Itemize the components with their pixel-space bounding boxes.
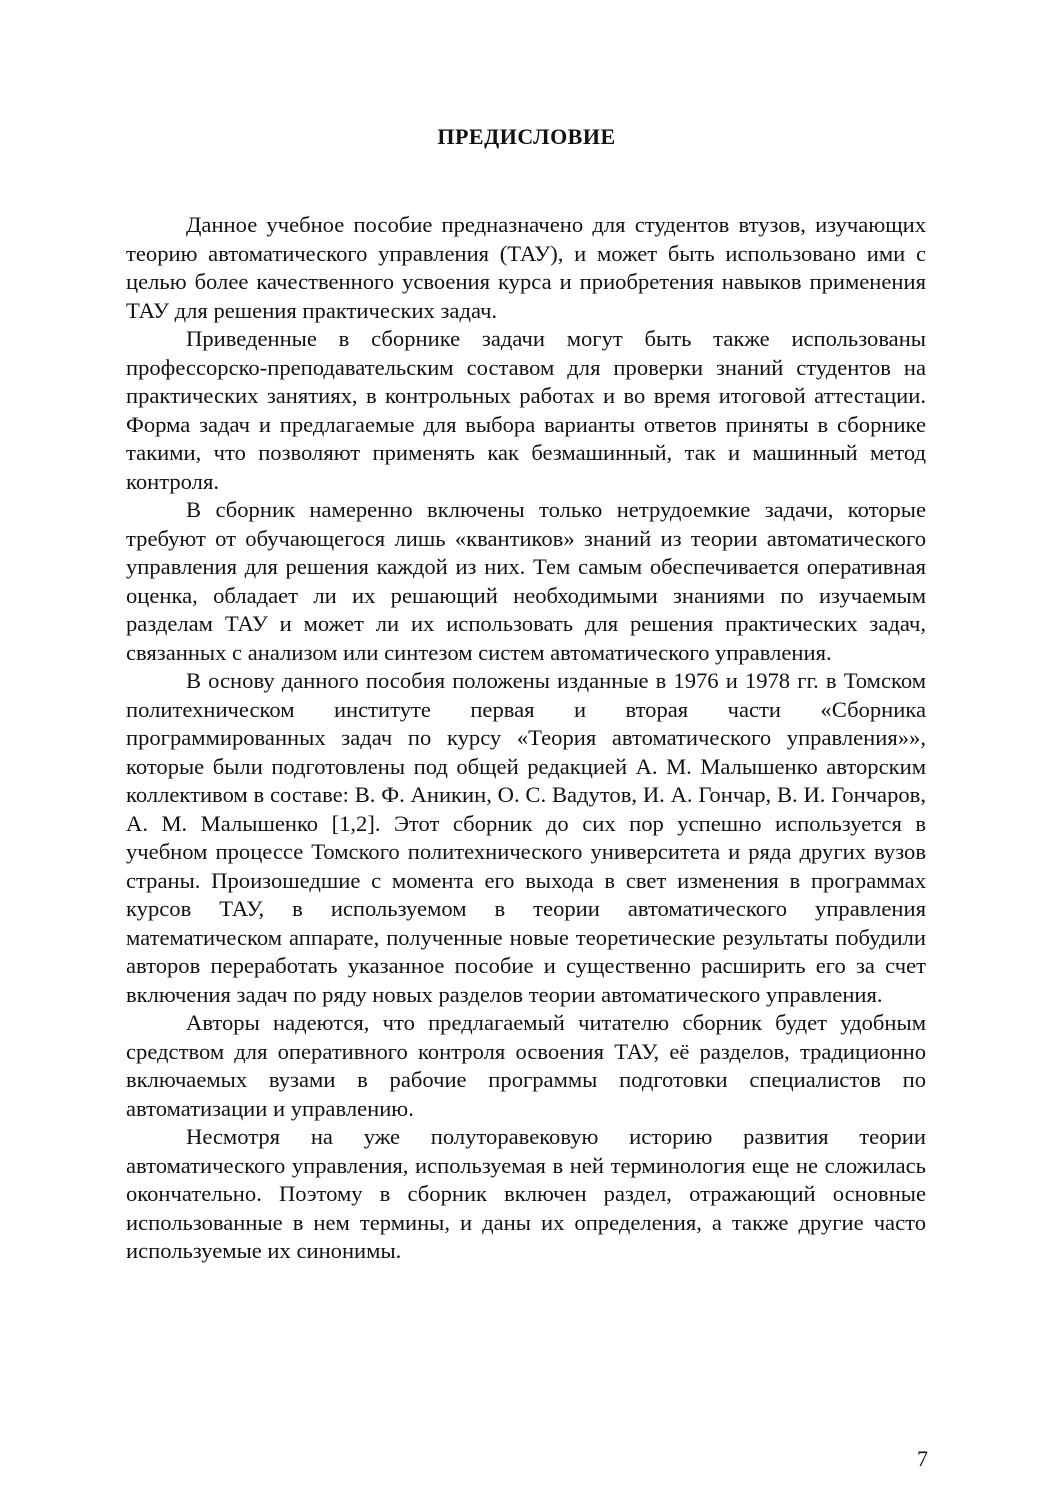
paragraph-6: Несмотря на уже полуторавековую историю развития теории автоматического управления, используемая в ней терминология еще не сложилась окончательно. Поэтому в сборник включен раздел, отражающий основные использованные в нем термины, и даны их определения, а также другие часто используемые их синонимы. [126, 1124, 926, 1263]
body-text [126, 211, 926, 1266]
paragraph-5: Авторы надеются, что предлагаемый читателю сборник будет удобным средством для оперативного контроля освоения ТАУ, её разделов, традиционно включаемых вузами в рабочие программы подготовки специалистов по автоматизации и управлению. [126, 1010, 926, 1121]
paragraph-3: В сборник намеренно включены только нетрудоемкие задачи, которые требуют от обучающегося лишь «квантиков» знаний из теории автоматического управления для решения каждой из них. Тем самым обеспечивается оперативная оценка, обладает ли их решающий необходимыми знаниями по изучаемым разделам ТАУ и может ли их использовать для решения практических задач, связанных с анализом или синтезом систем автоматического управления. [126, 497, 926, 665]
paragraph-4: В основу данного пособия положены изданные в 1976 и 1978 гг. в Томском политехническом институте первая и вторая части «Сборника программированных задач по курсу «Теория автоматического управления»», которые были подготовлены под общей редакцией А. М. Малышенко авторским коллективом в составе: В. Ф. Аникин, О. С. Вадутов, И. А. Гончар, В. И. Гончаров, А. М. Малышенко [1,2]. Этот сборник до сих пор успешно используется в учебном процессе Томского политехнического университета и ряда других вузов страны. Произошедшие с момента его выхода в свет изменения в программах курсов ТАУ, в используемом в теории автоматического управления математическом аппарате, полученные новые теоретические результаты побудили авторов переработать указанное пособие и существенно расширить его за счет включения задач по ряду новых разделов теории автоматического управления. [126, 668, 926, 1007]
paragraph-1: Данное учебное пособие предназначено для студентов втузов, изучающих теорию автоматического управления (ТАУ), и может быть использовано ими с целью более качественного усвоения курса и приобретения навыков применения ТАУ для решения практических задач. [126, 212, 926, 323]
page-number: 7 [917, 1446, 928, 1471]
paragraph-2: Приведенные в сборнике задачи могут быть также использованы профессорско-преподавательским составом для проверки знаний студентов на практических занятиях, в контрольных работах и во время итоговой аттестации. Форма задач и предлагаемые для выбора варианты ответов приняты в сборнике такими, что позволяют применять как безмашинный, так и машинный метод контроля. [126, 326, 926, 494]
page-title: ПРЕДИСЛОВИЕ [437, 124, 616, 149]
